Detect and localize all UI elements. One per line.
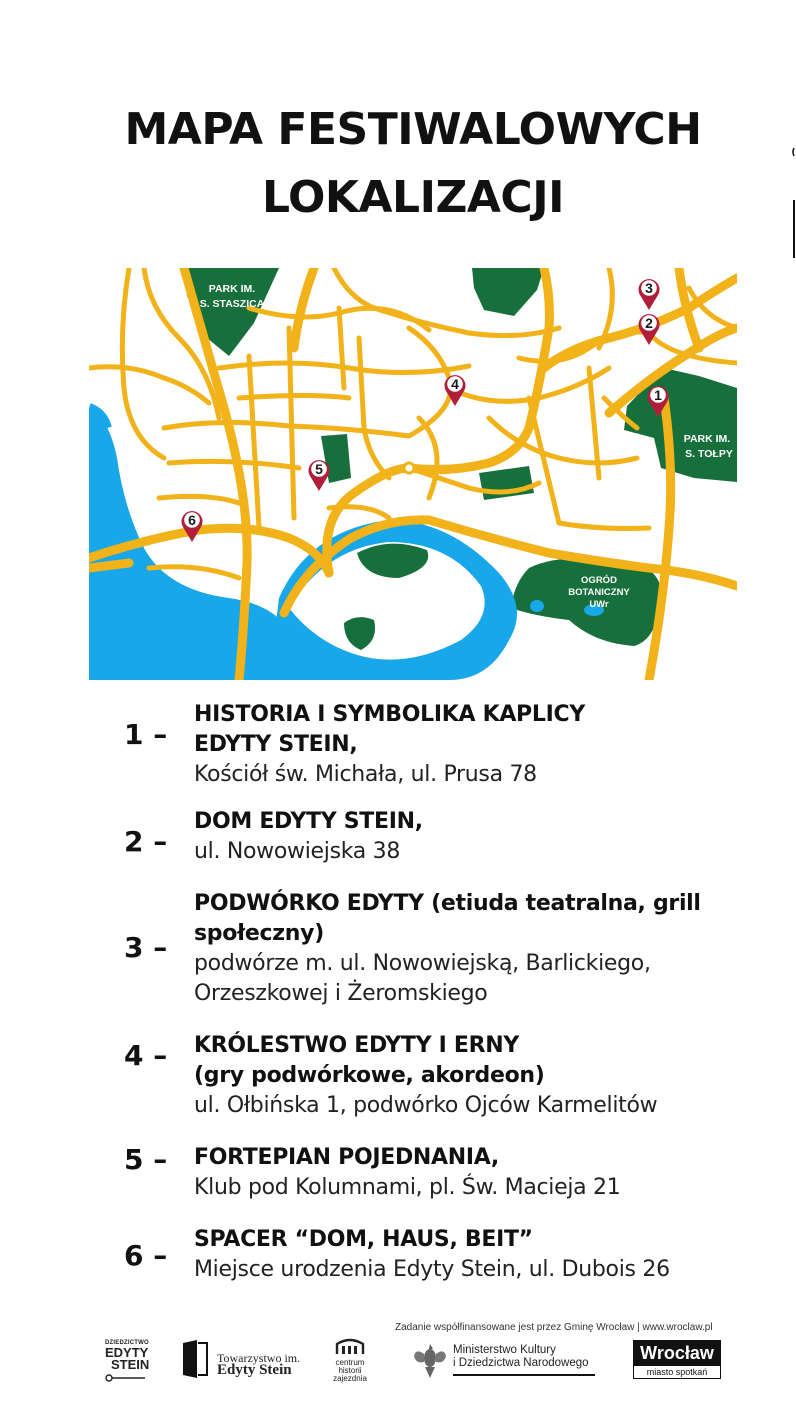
logo-centrum-line-3: zajezdnia	[333, 1374, 367, 1383]
pin-number: 4	[451, 376, 459, 392]
legend-address: Klub pod Kolumnami, pl. Św. Macieja 21	[194, 1175, 621, 1200]
legend-text	[194, 1225, 754, 1285]
logo-tow-line-2: Edyty Stein	[217, 1362, 292, 1378]
page-title-line-1: MAPA FESTIWALOWYCH	[124, 104, 702, 155]
label-ogrod-3: UWr	[589, 599, 609, 610]
logo-ministerstwo-kultury	[412, 1338, 612, 1382]
legend-address: podwórze m. ul. Nowowiejską, Barlickiego,	[194, 951, 651, 976]
logo-centrum-historii-zajezdnia	[328, 1338, 372, 1384]
logo-min-line-1: Ministerstwo Kultury	[453, 1344, 556, 1356]
legend-title: HISTORIA I SYMBOLIKA KAPLICY	[194, 702, 585, 727]
door-frame-icon	[198, 1342, 208, 1376]
legend-title: FORTEPIAN POJEDNANIA,	[194, 1145, 499, 1170]
legend-address: Orzeszkowej i Żeromskiego	[194, 981, 488, 1006]
logo-dziedzictwo-edyty-stein	[105, 1340, 155, 1382]
legend-title: DOM EDYTY STEIN,	[194, 809, 423, 834]
label-park-tolpy-1: PARK IM.	[683, 433, 731, 445]
logo-min-underline	[453, 1374, 595, 1376]
label-ogrod-2: BOTANICZNY	[568, 587, 630, 598]
legend-number: 4 –	[124, 1039, 168, 1072]
logo-min-line-2: i Dziedzictwa Narodowego	[453, 1357, 589, 1369]
logo-wro-line-2: miasto spotkań	[633, 1366, 721, 1379]
logo-centrum-line-2: historii	[338, 1366, 362, 1375]
legend-number: 2 –	[124, 825, 168, 858]
pin-number: 6	[188, 512, 196, 528]
pin-number: 5	[315, 461, 323, 477]
pin-number: 1	[654, 387, 662, 403]
legend-title: KRÓLESTWO EDYTY I ERNY	[194, 1033, 519, 1058]
logo-centrum-line-1: centrum	[335, 1358, 365, 1367]
logo-tow-line-1: Towarzystwo im.	[217, 1351, 301, 1365]
legend-text	[194, 1031, 754, 1121]
legend-address: ul. Ołbińska 1, podwórko Ojców Karmelitów	[194, 1093, 658, 1118]
legend-address: Kościół św. Michała, ul. Prusa 78	[194, 762, 537, 787]
edge-mark	[791, 140, 795, 260]
eagle-emblem-icon	[412, 1340, 448, 1380]
pin-number: 3	[645, 280, 653, 296]
legend-text	[194, 889, 754, 1009]
door-icon	[183, 1340, 197, 1378]
legend-title: społeczny)	[194, 921, 324, 946]
ogrod-pond-1	[530, 600, 544, 612]
logo-wro-line-1: Wrocław	[633, 1340, 721, 1366]
pin-number: 2	[645, 315, 653, 331]
label-wyspa-slodowa: WYSPA SŁODOWA	[324, 589, 420, 601]
key-icon	[105, 1374, 145, 1382]
legend-number: 1 –	[124, 718, 168, 751]
label-park-staszica-2: S. STASZICA	[199, 298, 265, 310]
legend-number: 3 –	[124, 931, 168, 964]
logo-wroclaw-miasto-spotkan	[633, 1340, 721, 1380]
funding-note: Zadanie współfinansowane jest przez Gminę Wrocław | www.wroclaw.pl	[395, 1322, 713, 1333]
roundabout	[404, 463, 414, 473]
legend-number: 6 –	[124, 1239, 168, 1272]
legend-text	[194, 1143, 754, 1203]
legend-title: (gry podwórkowe, akordeon)	[194, 1063, 545, 1088]
legend-address: Miejsce urodzenia Edyty Stein, ul. Dubois 26	[194, 1257, 670, 1282]
logo-edyty-line-1: DZIEDZICTWO	[105, 1340, 149, 1346]
logo-edyty-line-3: STEIN	[111, 1357, 150, 1372]
page-title	[0, 96, 796, 232]
page-title-line-2: LOKALIZACJI	[262, 172, 564, 223]
legend-text	[194, 700, 754, 790]
legend-text	[194, 807, 754, 867]
logo-edyty-line-2: EDYTY	[105, 1345, 149, 1360]
logo-towarzystwo-edyty-stein	[183, 1338, 303, 1382]
festival-map[interactable]	[89, 268, 737, 680]
tram-depot-icon	[335, 1338, 365, 1354]
legend-address: ul. Nowowiejska 38	[194, 839, 401, 864]
legend-number: 5 –	[124, 1143, 168, 1176]
label-park-tolpy-2: S. TOŁPY	[685, 448, 733, 460]
legend-title: SPACER “DOM, HAUS, BEIT”	[194, 1227, 533, 1252]
legend-title: EDYTY STEIN,	[194, 732, 358, 757]
legend-title: PODWÓRKO EDYTY (etiuda teatralna, grill	[194, 891, 701, 916]
label-ogrod-1: OGRÓD	[581, 575, 617, 586]
label-park-staszica-1: PARK IM.	[208, 283, 256, 295]
map-canvas	[89, 268, 737, 680]
